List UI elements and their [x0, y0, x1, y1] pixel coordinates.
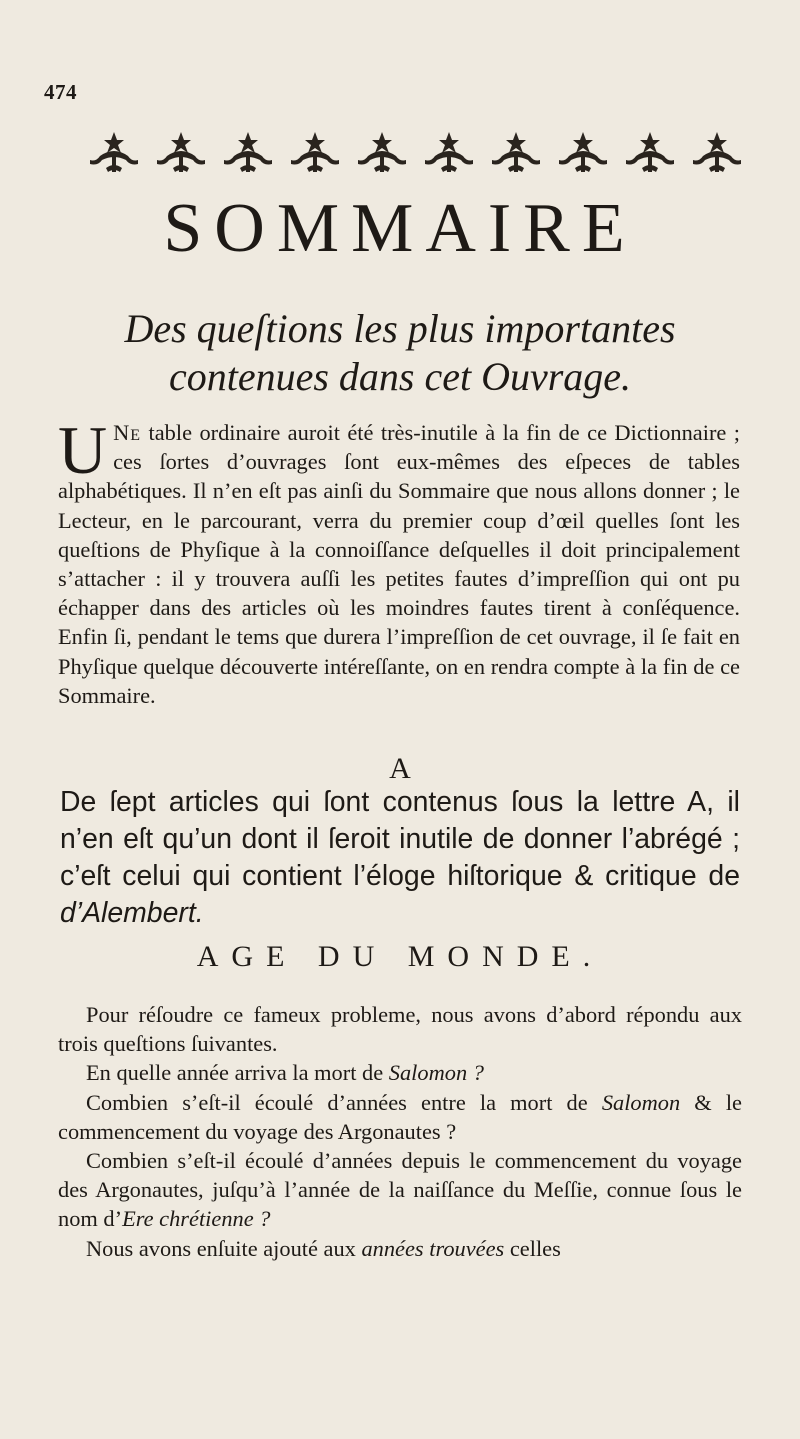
- last-text: Nous avons enſuite ajouté aux: [86, 1235, 362, 1261]
- question-1: [58, 1058, 742, 1087]
- q2-text-end: & le commencement du voyage des Argonautes ?: [58, 1089, 742, 1144]
- q1-text: En quelle année arriva la mort de: [86, 1060, 389, 1086]
- intro-lead: Ne: [113, 420, 142, 445]
- q3-text: Combien s’eſt-il écoulé d’années depuis le commencement du voyage des Argonautes, juſqu’à l’année de la naiſſance du Meſſie, connue ſous le nom d’: [58, 1148, 742, 1232]
- section-a-paragraph: [60, 784, 740, 932]
- final-line: [58, 1234, 742, 1263]
- drop-cap: U: [58, 412, 108, 488]
- para1-text: Pour réſoudre ce fameux probleme, nous avons d’abord répondu aux trois queſtions ſuivantes.: [58, 1002, 742, 1057]
- question-2: [58, 1088, 742, 1146]
- q2-text: Combien s’eſt-il écoulé d’années entre la mort de: [86, 1089, 602, 1115]
- question-3: [58, 1146, 742, 1234]
- subtitle: Des queſtions les plus importantes contenues dans cet Ouvrage.: [124, 306, 676, 399]
- last-text-end: celles: [504, 1235, 561, 1261]
- section-a-name: d’Alembert.: [60, 897, 204, 929]
- section-a-text: De ſept articles qui ſont contenus ſous la lettre A, il n’en eſt qu’un dont il ſeroit inutile de donner l’abrégé ; c’eſt celui qui contient l’éloge hiſtorique & critique de: [60, 786, 740, 892]
- page-title: SOMMAIRE: [163, 190, 637, 267]
- section-letter-a: A: [389, 752, 411, 785]
- q1-italic: Salomon ?: [388, 1060, 484, 1086]
- page-number: 474: [44, 80, 77, 104]
- q3-italic: Ere chrétienne ?: [122, 1206, 271, 1232]
- age-du-monde-body: [58, 1000, 742, 1263]
- intro-text: table ordinaire auroit été très-inutile à la fin de ce Dictionnaire ; ces ſortes d’ouvrages ſont eux-mêmes des eſpeces de tables alphabétiques. Il n’en eſt pas ainſi du Sommaire que nous allons donner ; le Lecteur, en le parcourant, verra du premier coup d’œil quelles ſont les queſtions de Phyſique à la connoiſſance deſquelles il doit principalement s’attacher : il y trouvera auſſi les petites fautes d’impreſſion qui ont pu échapper dans des articles où les moindres fautes tirent à conſéquence. Enfin ſi, pendant le tems que durera l’impreſſion de cet ouvrage, il ſe fait en Phyſique quelque découverte intéreſſante, on en rendra compte à la fin de ce Sommaire.: [58, 420, 740, 708]
- section-heading-age-du-monde: AGE DU MONDE.: [196, 940, 604, 973]
- body-paragraph: [58, 1000, 742, 1058]
- q2-italic: Salomon: [601, 1089, 681, 1115]
- intro-paragraph: [58, 412, 740, 710]
- last-italic: années trouvées: [361, 1235, 505, 1261]
- fleuron-ornament-band: [86, 126, 756, 176]
